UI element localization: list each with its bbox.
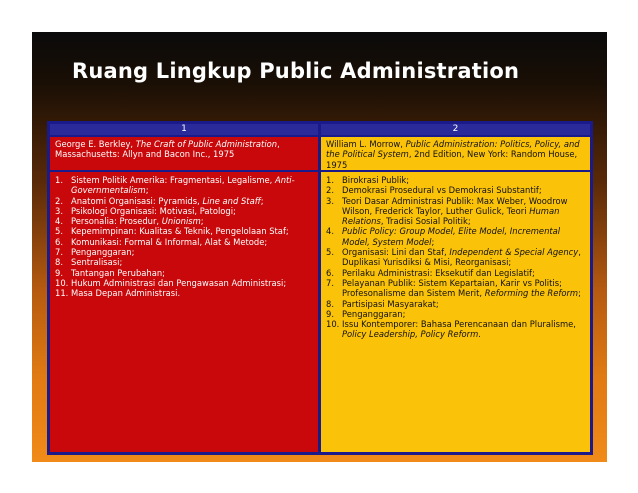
list-item-text: , Duplikasi Yurisdiksi & Misi, Reorganisasi; (342, 247, 581, 268)
list-item-text: , Tradisi Sosial Politik; (380, 216, 471, 227)
list-item (55, 226, 314, 237)
list-item (326, 277, 586, 299)
list-item-text: Unionism (161, 216, 201, 227)
list-item-text: Komunikasi: Formal & Informal, Alat & Metode; (71, 236, 268, 247)
list-item-text: Kepemimpinan: Kualitas & Teknik, Pengelolaan Staf; (71, 226, 289, 237)
list-item (55, 267, 314, 278)
list-item (55, 288, 314, 299)
list-item (55, 247, 314, 258)
list-item-number: 4. (326, 226, 334, 237)
list-item (326, 308, 586, 319)
list-item (55, 257, 314, 268)
list-item (326, 195, 586, 227)
list-item (55, 216, 314, 227)
list-item-number: 6. (55, 236, 63, 247)
slide (32, 32, 607, 462)
reference-morrow: William L. Morrow, Public Administration: Politics, Policy, and the Political System, 2nd Edition, New York: Random House, 1975 (321, 137, 590, 172)
list-item-text: ; (431, 236, 435, 247)
list-item-text: Sistem Politik Amerika: Fragmentasi, Legalisme, (71, 175, 275, 185)
list-item-text: Line and Staff (202, 195, 261, 206)
list-item-text: Organisasi: Lini dan Staf, (342, 247, 450, 258)
list-item-number: 1. (55, 175, 63, 185)
list-item-text: Demokrasi Prosedural vs Demokrasi Substantif; (342, 185, 542, 196)
list-item-text: Independent & Special Agency (449, 247, 579, 258)
list-item (55, 236, 314, 247)
column-berkley (50, 137, 318, 452)
list-item-number: 8. (55, 257, 63, 268)
list-item-text: . (478, 329, 481, 340)
list-item-text: ; (260, 195, 264, 206)
list-item (326, 185, 586, 196)
list-item-text: Anti-Governmentalism (71, 175, 295, 196)
list-item (55, 205, 314, 216)
list-item-text: Public Policy: Group Model, Elite Model, Incremental Model, System Model (342, 226, 561, 247)
list-item-text: Sentralisasi; (71, 257, 123, 268)
list-item-number: 9. (55, 267, 63, 278)
slide-title: Ruang Lingkup Public Administration (72, 59, 520, 83)
list-item-number: 4. (55, 216, 63, 227)
list-item-text: Penganggaran; (342, 308, 406, 319)
list-item-number: 6. (326, 267, 334, 278)
reference-berkley: George E. Berkley, The Craft of Public Administration, Massachusetts: Allyn and Bacon Inc., 1975 (50, 137, 318, 172)
list-item-text: Anatomi Organisasi: Pyramids, (71, 195, 203, 206)
list-item-number: 5. (55, 226, 63, 237)
list-item (326, 319, 586, 340)
list-item-text: Issu Kontemporer: Bahasa Perencanaan dan Pluralisme, (342, 319, 576, 330)
list-item (55, 195, 314, 206)
column-header-2: 2 (321, 124, 590, 135)
list-item-text: Hukum Administrasi dan Pengawasan Administrasi; (71, 277, 287, 288)
list-item-text: ; (145, 185, 149, 196)
list-item-text: Perilaku Administrasi: Eksekutif dan Legislatif; (342, 267, 535, 278)
list-item-text: Human Relations (342, 205, 560, 227)
list-item-number: 1. (326, 175, 334, 185)
list-item (326, 226, 586, 247)
list-item-number: 10. (326, 319, 340, 330)
topic-list-berkley (50, 172, 318, 299)
list-item-text: Psikologi Organisasi: Motivasi, Patologi; (71, 205, 236, 216)
list-item-text: Policy Leadership, Policy Reform (342, 329, 479, 340)
list-item-number: 3. (326, 195, 334, 206)
column-morrow (321, 137, 590, 452)
list-item-text: Pelayanan Publik: Sistem Kepartaian, Karir vs Politis; Profesonalisme dan Sistem Merit, (342, 277, 562, 299)
list-item-number: 7. (326, 277, 334, 288)
list-item-number: 7. (55, 247, 63, 258)
list-item (326, 175, 586, 185)
list-item-number: 3. (55, 205, 63, 216)
list-item-text: Personalia: Prosedur, (71, 216, 162, 227)
list-item (55, 175, 314, 196)
list-item-text: Masa Depan Administrasi. (71, 288, 181, 299)
list-item-number: 9. (326, 308, 334, 319)
list-item-text: Reforming the Reform (484, 288, 579, 299)
list-item-number: 11. (55, 288, 69, 299)
list-item (55, 277, 314, 288)
list-item (326, 267, 586, 278)
list-item-text: Partisipasi Masyarakat; (342, 298, 439, 309)
comparison-table (47, 121, 593, 455)
list-item-text: Tantangan Perubahan; (71, 267, 165, 278)
list-item-number: 8. (326, 298, 334, 309)
list-item-text: Teori Dasar Administrasi Publik: Max Weber, Woodrow Wilson, Frederick Taylor, Luther Gulick, Teori (342, 195, 568, 216)
list-item (326, 298, 586, 309)
list-item-text: ; (578, 288, 581, 299)
list-item-text: ; (200, 216, 204, 227)
list-item-number: 2. (326, 185, 334, 196)
list-item-number: 5. (326, 247, 334, 258)
list-item-number: 2. (55, 195, 63, 206)
list-item-text: Penganggaran; (71, 247, 135, 258)
topic-list-morrow (321, 172, 590, 340)
list-item-text: Birokrasi Publik; (342, 175, 410, 185)
column-header-1: 1 (50, 124, 318, 135)
list-item (326, 247, 586, 268)
list-item-number: 10. (55, 277, 69, 288)
